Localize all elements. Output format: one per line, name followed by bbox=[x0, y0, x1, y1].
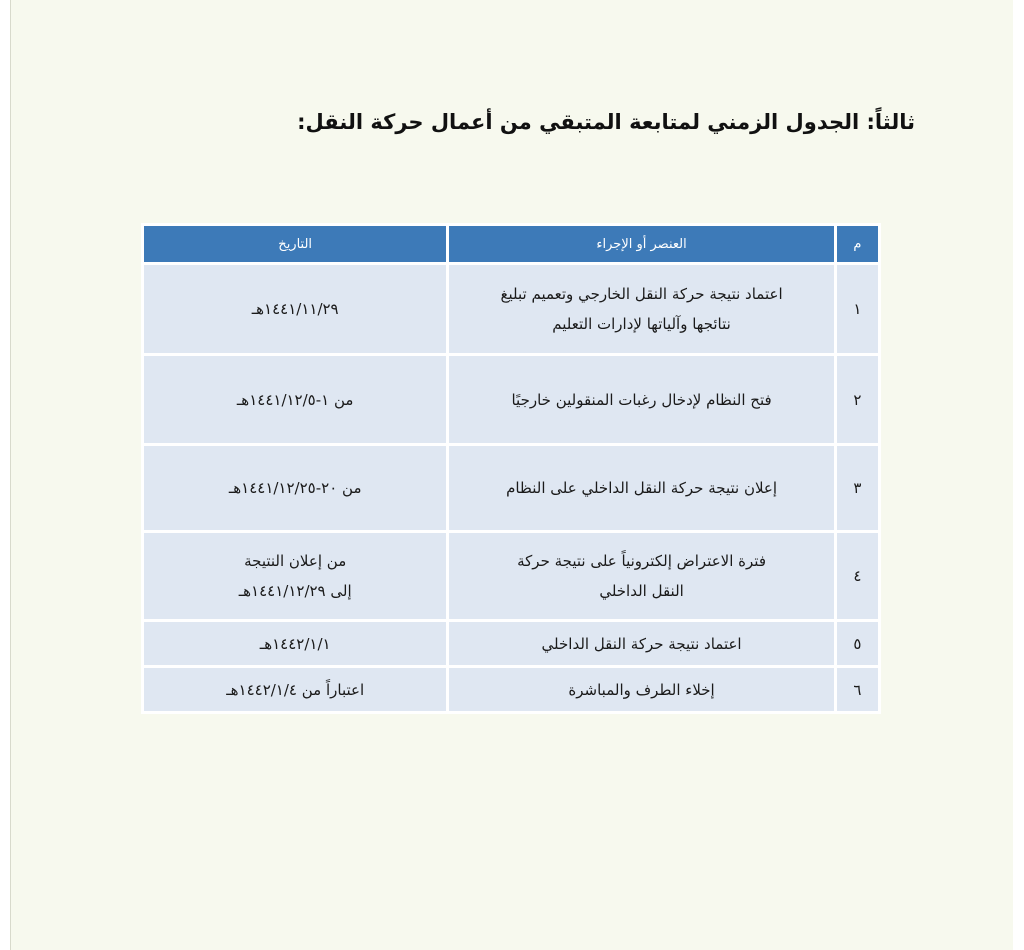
row-date bbox=[144, 265, 446, 353]
row-item bbox=[449, 668, 833, 711]
row-number: ١ bbox=[837, 265, 878, 353]
row-item-line: فترة الاعتراض إلكترونياً على نتيجة حركة bbox=[517, 552, 767, 570]
row-date bbox=[144, 622, 446, 665]
row-date-line: إلى ١٤٤١/١٢/٢٩هـ bbox=[238, 582, 352, 600]
row-item bbox=[449, 356, 833, 443]
row-item-line: فتح النظام لإدخال رغبات المنقولين خارجيًا bbox=[511, 390, 772, 409]
row-item-line: اعتماد نتيجة حركة النقل الداخلي bbox=[541, 634, 742, 653]
table-row bbox=[144, 668, 878, 711]
table-row bbox=[144, 265, 878, 353]
column-header-number: م bbox=[837, 226, 878, 262]
row-date-line: من إعلان النتيجة bbox=[244, 552, 347, 570]
section-heading: ثالثاً: الجدول الزمني لمتابعة المتبقي من أعمال حركة النقل: bbox=[297, 110, 915, 134]
row-number: ٦ bbox=[837, 668, 878, 711]
column-header-item: العنصر أو الإجراء bbox=[449, 226, 833, 262]
table-row bbox=[144, 446, 878, 530]
row-number: ٥ bbox=[837, 622, 878, 665]
table-row bbox=[144, 622, 878, 665]
row-item-line: إعلان نتيجة حركة النقل الداخلي على النظام bbox=[506, 479, 778, 497]
row-date-line: من ٢٠-١٤٤١/١٢/٢٥هـ bbox=[228, 479, 362, 497]
table-row bbox=[144, 533, 878, 619]
table-row bbox=[144, 356, 878, 443]
row-date bbox=[144, 446, 446, 530]
row-date bbox=[144, 533, 446, 619]
row-item bbox=[449, 265, 833, 353]
row-item bbox=[449, 446, 833, 530]
row-item bbox=[449, 533, 833, 619]
schedule-table bbox=[141, 223, 881, 714]
row-item-line: إخلاء الطرف والمباشرة bbox=[568, 680, 715, 699]
row-item-line: نتائجها وآلياتها لإدارات التعليم bbox=[552, 315, 731, 333]
document-page bbox=[10, 0, 1013, 950]
row-date-line: اعتباراً من ١٤٤٢/١/٤هـ bbox=[226, 680, 365, 699]
row-number: ٢ bbox=[837, 356, 878, 443]
table-header-row bbox=[144, 226, 878, 262]
row-item-line: النقل الداخلي bbox=[599, 582, 684, 600]
row-date bbox=[144, 356, 446, 443]
row-number: ٤ bbox=[837, 533, 878, 619]
row-item-line: اعتماد نتيجة حركة النقل الخارجي وتعميم تبليغ bbox=[500, 285, 783, 303]
row-number: ٣ bbox=[837, 446, 878, 530]
row-item bbox=[449, 622, 833, 665]
row-date-line: ١٤٤٢/١/١هـ bbox=[259, 634, 331, 653]
row-date bbox=[144, 668, 446, 711]
row-date-line: من ١-١٤٤١/١٢/٥هـ bbox=[236, 390, 354, 409]
row-date-line: ١٤٤١/١١/٢٩هـ bbox=[251, 300, 339, 318]
column-header-date: التاريخ bbox=[144, 226, 446, 262]
